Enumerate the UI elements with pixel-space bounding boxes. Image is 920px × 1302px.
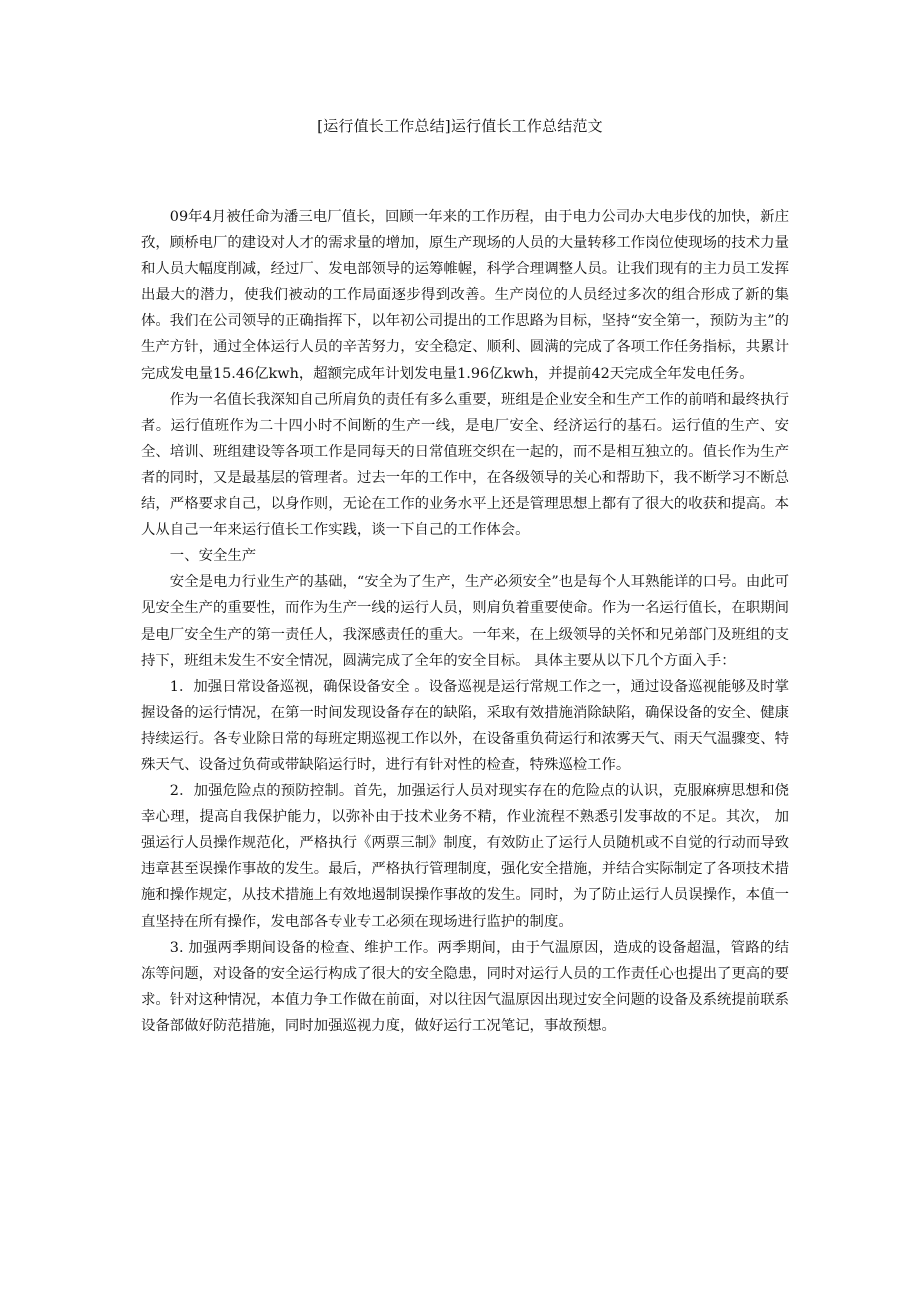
paragraph-intro: 09年4月被任命为潘三电厂值长，回顾一年来的工作历程，由于电力公司办大电步伐的加快，新庄孜，顾桥电厂的建设对人才的需求量的增加，原生产现场的人员的大量转移工作岗位使现场的技术力量和人员大幅度削减，经过厂、发电部领导的运筹帷幄，科学合理调整人员。让我们现有的主力员工发挥出最大的潜力，使我们被动的工作局面逐步得到改善。生产岗位的人员经过多次的组合形成了新的集体。我们在公司领导的正确指挥下，以年初公司提出的工作思路为目标，坚持“安全第一，预防为主”的生产方针，通过全体运行人员的辛苦努力，安全稳定、顺利、圆满的完成了各项工作任务指标，共累计完成发电量15.46亿kwh，超额完成年计划发电量1.96亿kwh，并提前42天完成全年发电任务。 bbox=[141, 209, 789, 382]
paragraph-responsibility: 作为一名值长我深知自己所肩负的责任有多么重要，班组是企业安全和生产工作的前哨和最终执行者。运行值班作为二十四小时不间断的生产一线，是电厂安全、经济运行的基石。运行值的生产、安全、培训、班组建设等各项工作是同每天的日常值班交织在一起的，而不是相互独立的。值长作为生产者的同时，又是最基层的管理者。过去一年的工作中，在各级领导的关心和帮助下，我不断学习不断总结，严格要求自己，以身作则，无论在工作的业务水平上还是管理思想上都有了很大的收获和提高。本人从自己一年来运行值长工作实践，谈一下自己的工作体会。 bbox=[141, 391, 789, 539]
paragraph-item-2: 2．加强危险点的预防控制。首先，加强运行人员对现实存在的危险点的认识，克服麻痹思想和侥幸心理，提高自我保护能力，以弥补由于技术业务不精，作业流程不熟悉引发事故的不足。其次， 加强运行人员操作规范化，严格执行《两票三制》制度，有效防止了运行人员随机或不自觉的行动而导致违章甚至误操作事故的发生。最后，严格执行管理制度，强化安全措施，并结合实际制定了各项技术措施和操作规定，从技术措施上有效地遏制误操作事故的发生。同时，为了防止运行人员误操作，本值一直坚持在所有操作，发电部各专业专工必须在现场进行监护的制度。 bbox=[141, 783, 789, 930]
document-title: [运行值长工作总结]运行值长工作总结范文 bbox=[317, 117, 603, 135]
paragraph-safety-intro: 安全是电力行业生产的基础，“安全为了生产，生产必须安全”也是每个人耳熟能详的口号。由此可见安全生产的重要性，而作为生产一线的运行人员，则肩负着重要使命。作为一名运行值长，在职期间是电厂安全生产的第一责任人，我深感责任的重大。一年来，在上级领导的关怀和兄弟部门及班组的支持下，班组未发生不安全情况，圆满完成了全年的安全目标。 具体主要从以下几个方面入手： bbox=[141, 574, 789, 669]
section-heading-safety: 一、安全生产 bbox=[169, 548, 257, 565]
document-body bbox=[141, 204, 789, 1039]
paragraph-item-1: 1．加强日常设备巡视，确保设备安全 。设备巡视是运行常规工作之一，通过设备巡视能够及时掌握设备的运行情况，在第一时间发现设备存在的缺陷，采取有效措施消除缺陷，确保设备的安全、健康持续运行。各专业除日常的每班定期巡视工作以外，在设备重负荷运行和浓雾天气、雨天气温骤变、特殊天气、设备过负荷或带缺陷运行时，进行有针对性的检查，特殊巡检工作。 bbox=[141, 678, 789, 773]
paragraph-item-3: 3. 加强两季期间设备的检查、维护工作。两季期间，由于气温原因，造成的设备超温，管路的结冻等问题，对设备的安全运行构成了很大的安全隐患，同时对运行人员的工作责任心也提出了更高的要求。针对这种情况，本值力争工作做在前面，对以往因气温原因出现过安全问题的设备及系统提前联系设备部做好防范措施，同时加强巡视力度，做好运行工况笔记，事故预想。 bbox=[141, 939, 789, 1034]
